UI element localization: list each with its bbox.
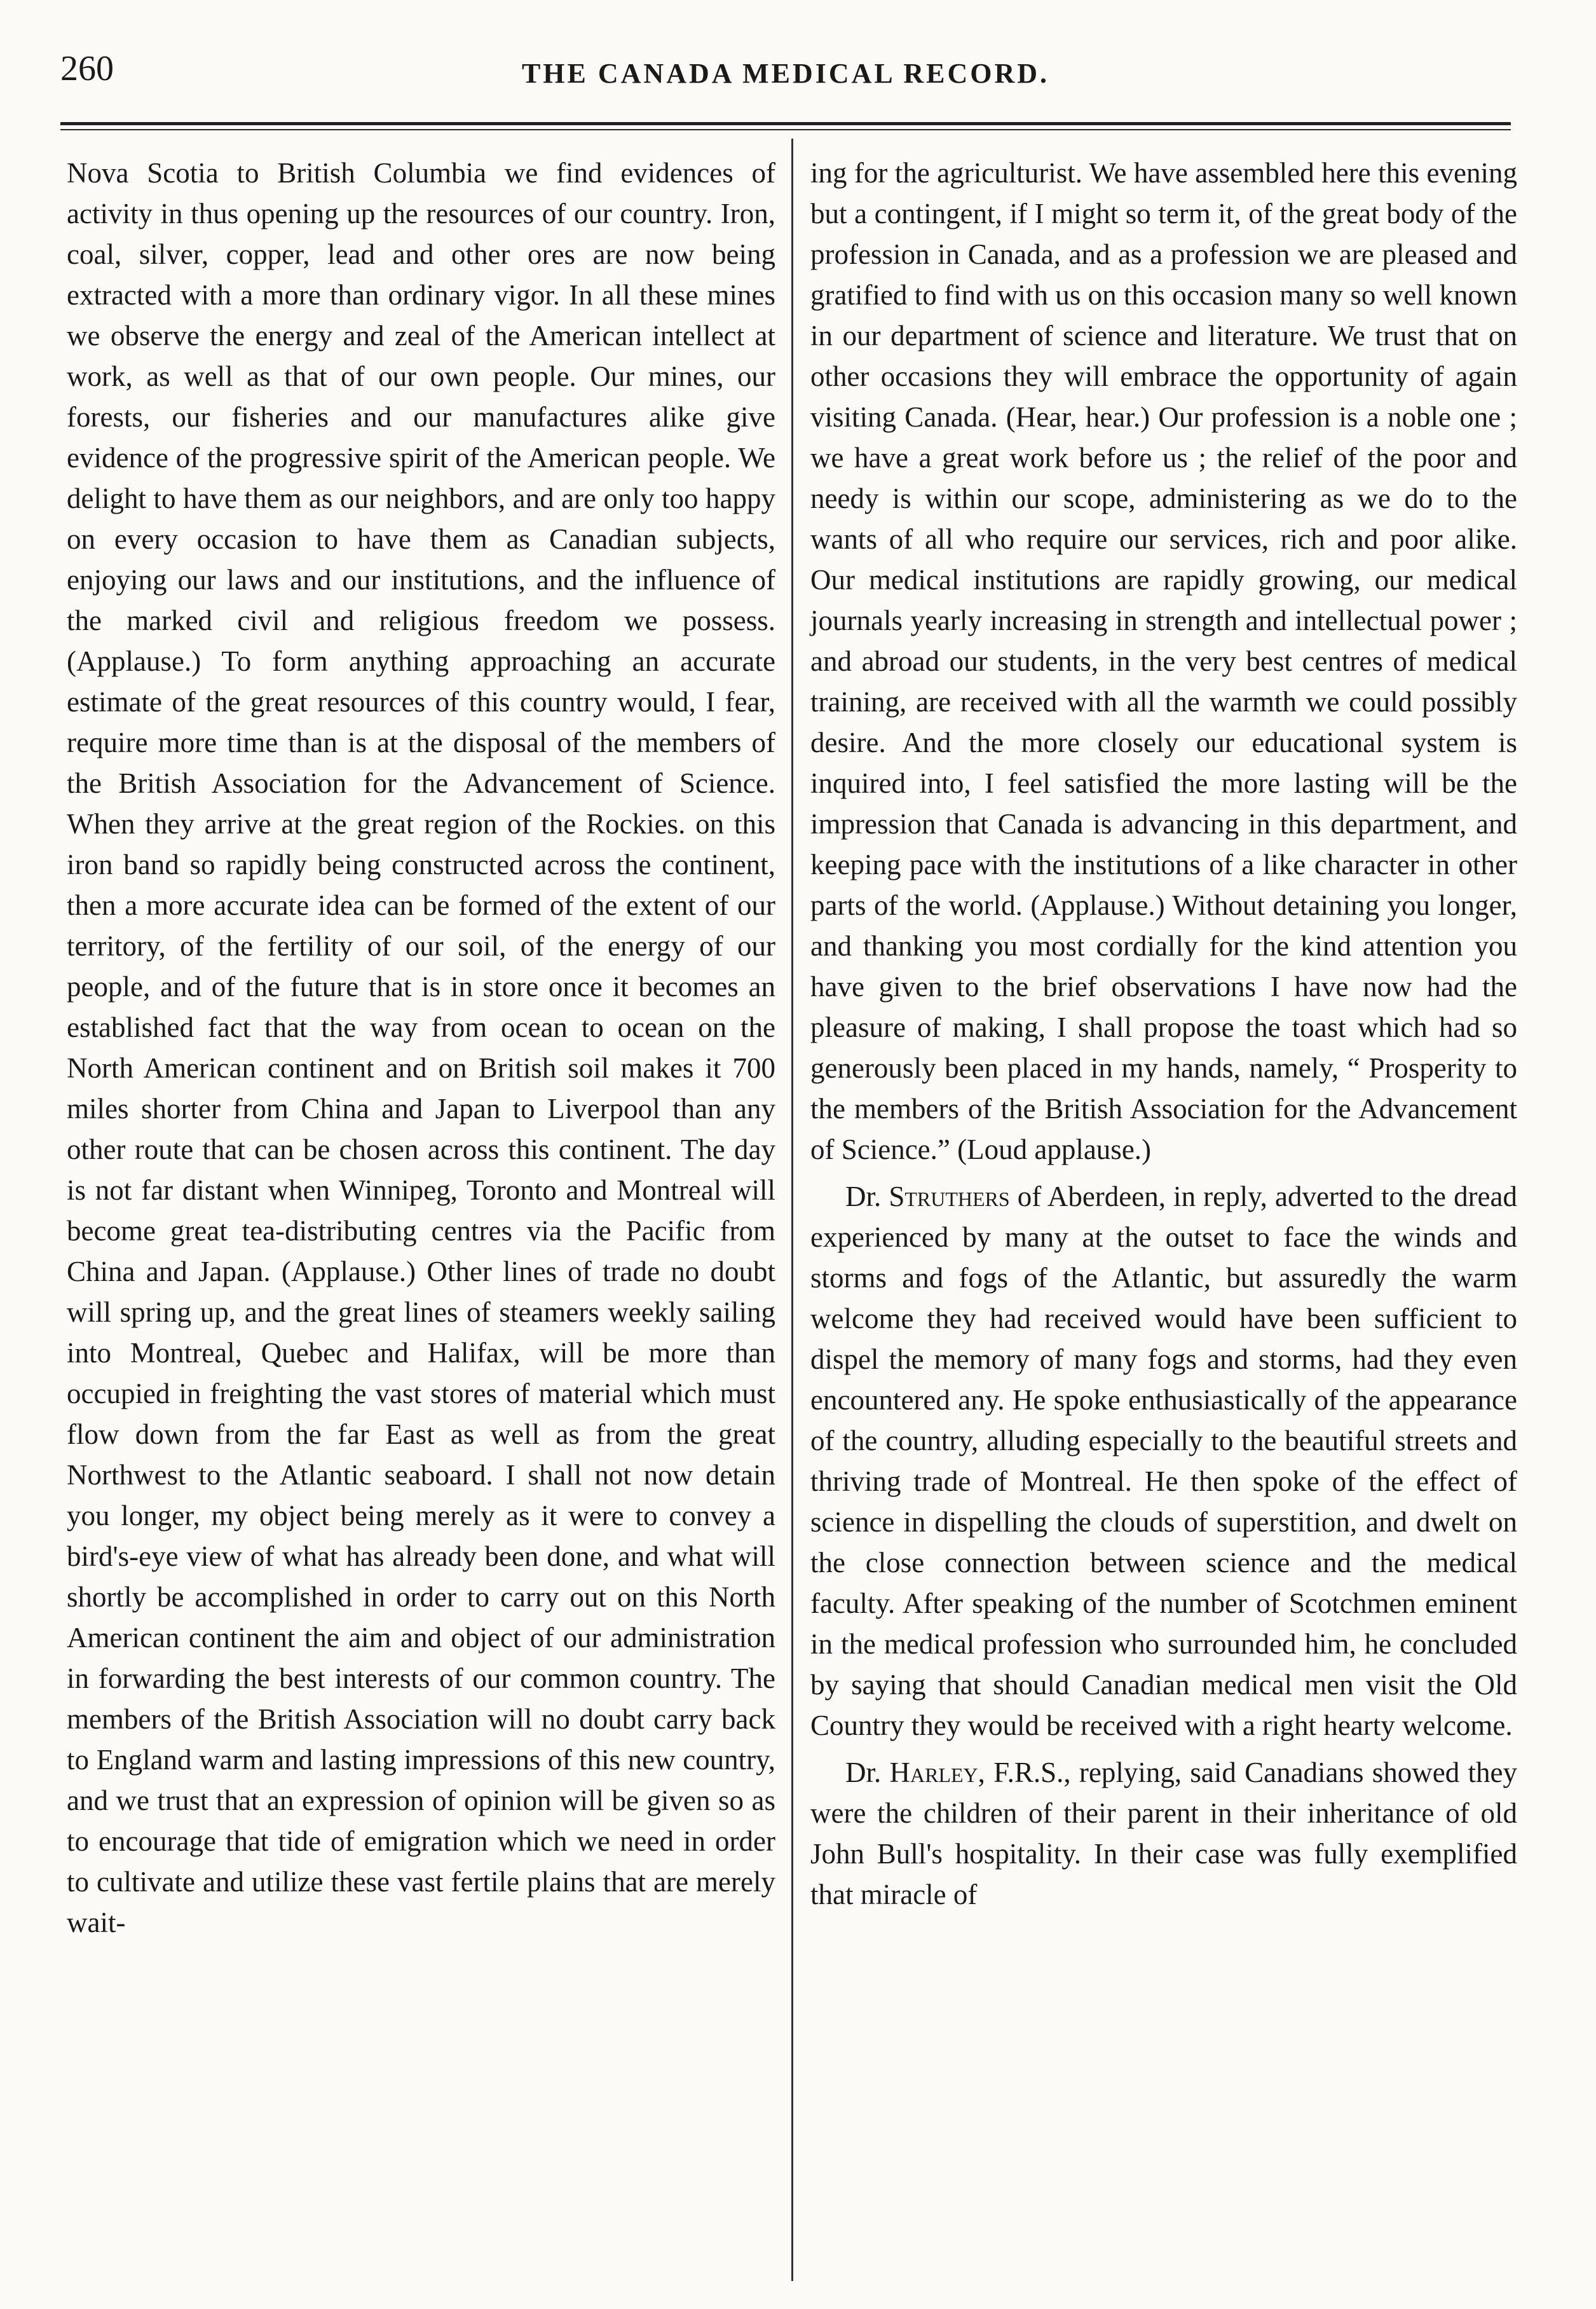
right-column	[810, 153, 1517, 1915]
journal-title: THE CANADA MEDICAL RECORD.	[521, 58, 1050, 89]
paragraph-2-text: of Aberdeen, in reply, adverted to the dread experienced by many at the outset to face the winds and storms and fogs of the Atlantic, but assuredly the warm welcome they had received would have been sufficient to dispel the memory of many fogs and storms, had they even encountered any. He spoke enthusiastically of the appearance of the country, alluding especially to the beautiful streets and thriving trade of Montreal. He then spoke of the effect of science in dispelling the clouds of superstition, and dwelt on the close connection between science and the medical faculty. After speaking of the number of Scotchmen eminent in the medical profession who surrounded him, he concluded by saying that should Canadian medical men visit the Old Country they would be received with a right hearty welcome.	[810, 1181, 1518, 1741]
column-divider	[791, 139, 793, 2281]
speaker-title: Dr.	[845, 1757, 890, 1788]
header-rule-thick	[60, 122, 1511, 125]
page-number: 260	[60, 49, 114, 88]
right-paragraph-2	[810, 1176, 1517, 1746]
paragraph-3-text: , F.R.S., replying, said Canadians showed they were the children of their parent in their inheritance of old John Bull's hospitality. In their case was fully exemplified that miracle of	[810, 1757, 1518, 1910]
header-rule-thin	[60, 129, 1511, 130]
speaker-title: Dr.	[845, 1181, 889, 1212]
right-paragraph-3	[810, 1752, 1517, 1915]
speaker-name-struthers: Struthers	[889, 1181, 1010, 1212]
speaker-name-harley: Harley	[889, 1757, 978, 1788]
left-column	[67, 153, 775, 1943]
left-column-text: Nova Scotia to British Columbia we find evidences of activity in thus opening up the resources of our country. Iron, coal, silver, copper, lead and other ores are now being extracted with a more than ordinary vigor. In all these mines we observe the energy and zeal of the American intellect at work, as well as that of our own people. Our mines, our forests, our fisheries and our manufactures alike give evidence of the progressive spirit of the American people. We delight to have them as our neighbors, and are only too happy on every occasion to have them as Canadian subjects, enjoying our laws and our institutions, and the influence of the marked civil and religious freedom we possess. (Applause.) To form anything approaching an accurate estimate of the great resources of this country would, I fear, require more time than is at the disposal of the members of the British Association for the Advancement of Science. When they arrive at the great region of the Rockies. on this iron band so rapidly being constructed across the continent, then a more accurate idea can be formed of the extent of our territory, of the fertility of our soil, of the energy of our people, and of the future that is in store once it becomes an established fact that the way from ocean to ocean on the North American continent and on British soil makes it 700 miles shorter from China and Japan to Liverpool than any other route that can be chosen across this continent. The day is not far distant when Winnipeg, Toronto and Montreal will become great tea-distributing centres via the Pacific from China and Japan. (Applause.) Other lines of trade no doubt will spring up, and the great lines of steamers weekly sailing into Montreal, Quebec and Halifax, will be more than occupied in freighting the vast stores of material which must flow down from the far East as well as from the great Northwest to the Atlantic seaboard. I shall not now detain you longer, my object being merely as it were to convey a bird's-eye view of what has already been done, and what will shortly be accomplished in order to carry out on this North American continent the aim and object of our administration in forwarding the best interests of our common country. The members of the British Association will no doubt carry back to England warm and lasting impressions of this new country, and we trust that an expression of opinion will be given so as to encourage that tide of emigration which we need in order to cultivate and utilize these vast fertile plains that are merely wait-	[67, 157, 775, 1938]
page-header	[60, 50, 1511, 107]
right-paragraph-1: ing for the agriculturist. We have assembled here this evening but a contingent, if I might so term it, of the great body of the profession in Canada, and as a profession we are pleased and gratified to find with us on this occasion many so well known in our department of science and literature. We trust that on other occasions they will embrace the opportunity of again visiting Canada. (Hear, hear.) Our profession is a noble one ; we have a great work before us ; the relief of the poor and needy is within our scope, administering as we do to the wants of all who require our services, rich and poor alike. Our medical institutions are rapidly growing, our medical journals yearly increasing in strength and intellectual power ; and abroad our students, in the very best centres of medical training, are received with all the warmth we could possibly desire. And the more closely our educational system is inquired into, I feel satisfied the more lasting will be the impression that Canada is advancing in this department, and keeping pace with the institutions of a like character in other parts of the world. (Applause.) Without detaining you longer, and thanking you most cordially for the kind attention you have given to the brief observations I have now had the pleasure of making, I shall propose the toast which had so generously been placed in my hands, namely, “ Prosperity to the members of the British Association for the Advancement of Science.” (Loud applause.)	[810, 157, 1517, 1165]
